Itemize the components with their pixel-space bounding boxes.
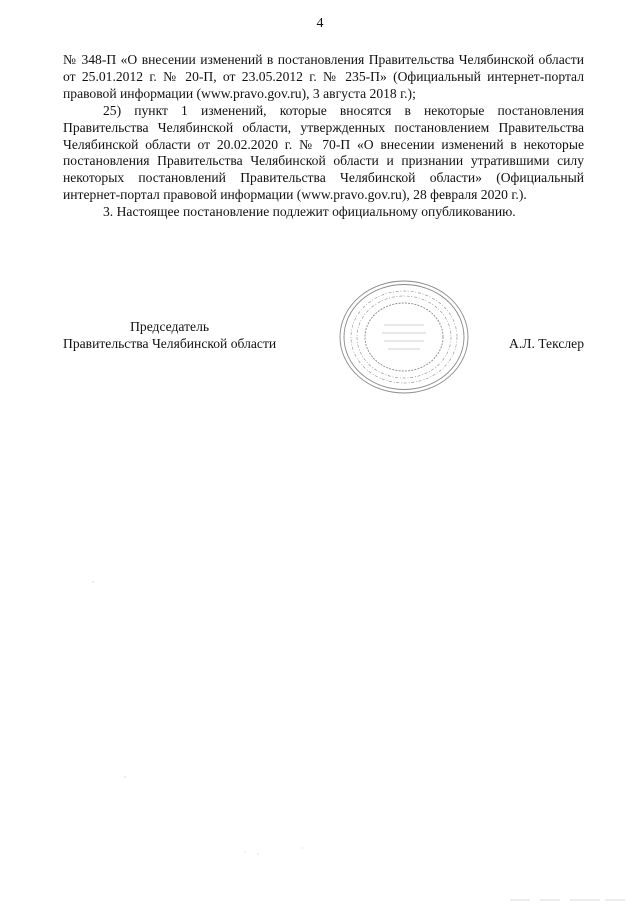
document-body <box>63 52 584 221</box>
paragraph-continuation: № 348-П «О внесении изменений в постановления Правительства Челябинской области от 25.01.2012 г. № 20-П, от 23.05.2012 г. № 235-П» (Официальный интернет-портал правовой информации (www.pravo.gov.ru), 3 августа 2018 г.); <box>63 52 584 101</box>
signatory-title-line2: Правительства Челябинской области <box>63 336 277 351</box>
signatory-title-line1: Председатель <box>130 319 210 334</box>
signatory-name: А.Л. Текслер <box>509 336 584 351</box>
paragraph-item-25: 25) пункт 1 изменений, которые вносятся в некоторые постановления Правительства Челябинской области, утвержденных постановлением Правительства Челябинской области от 20.02.2020 г. № 70-П «О внесении изменений в некоторые постановления Правительства Челябинской области и признании утратившими силу некоторых постановлений Правительства Челябинской области» (Официальный интернет-портал правовой информации (www.pravo.gov.ru), 28 февраля 2020 г.). <box>63 102 584 203</box>
signatory-title <box>63 318 276 352</box>
signature-block <box>63 318 584 408</box>
paragraph-publication: 3. Настоящее постановление подлежит официальному опубликованию. <box>103 204 516 220</box>
page-number: 4 <box>316 16 324 31</box>
